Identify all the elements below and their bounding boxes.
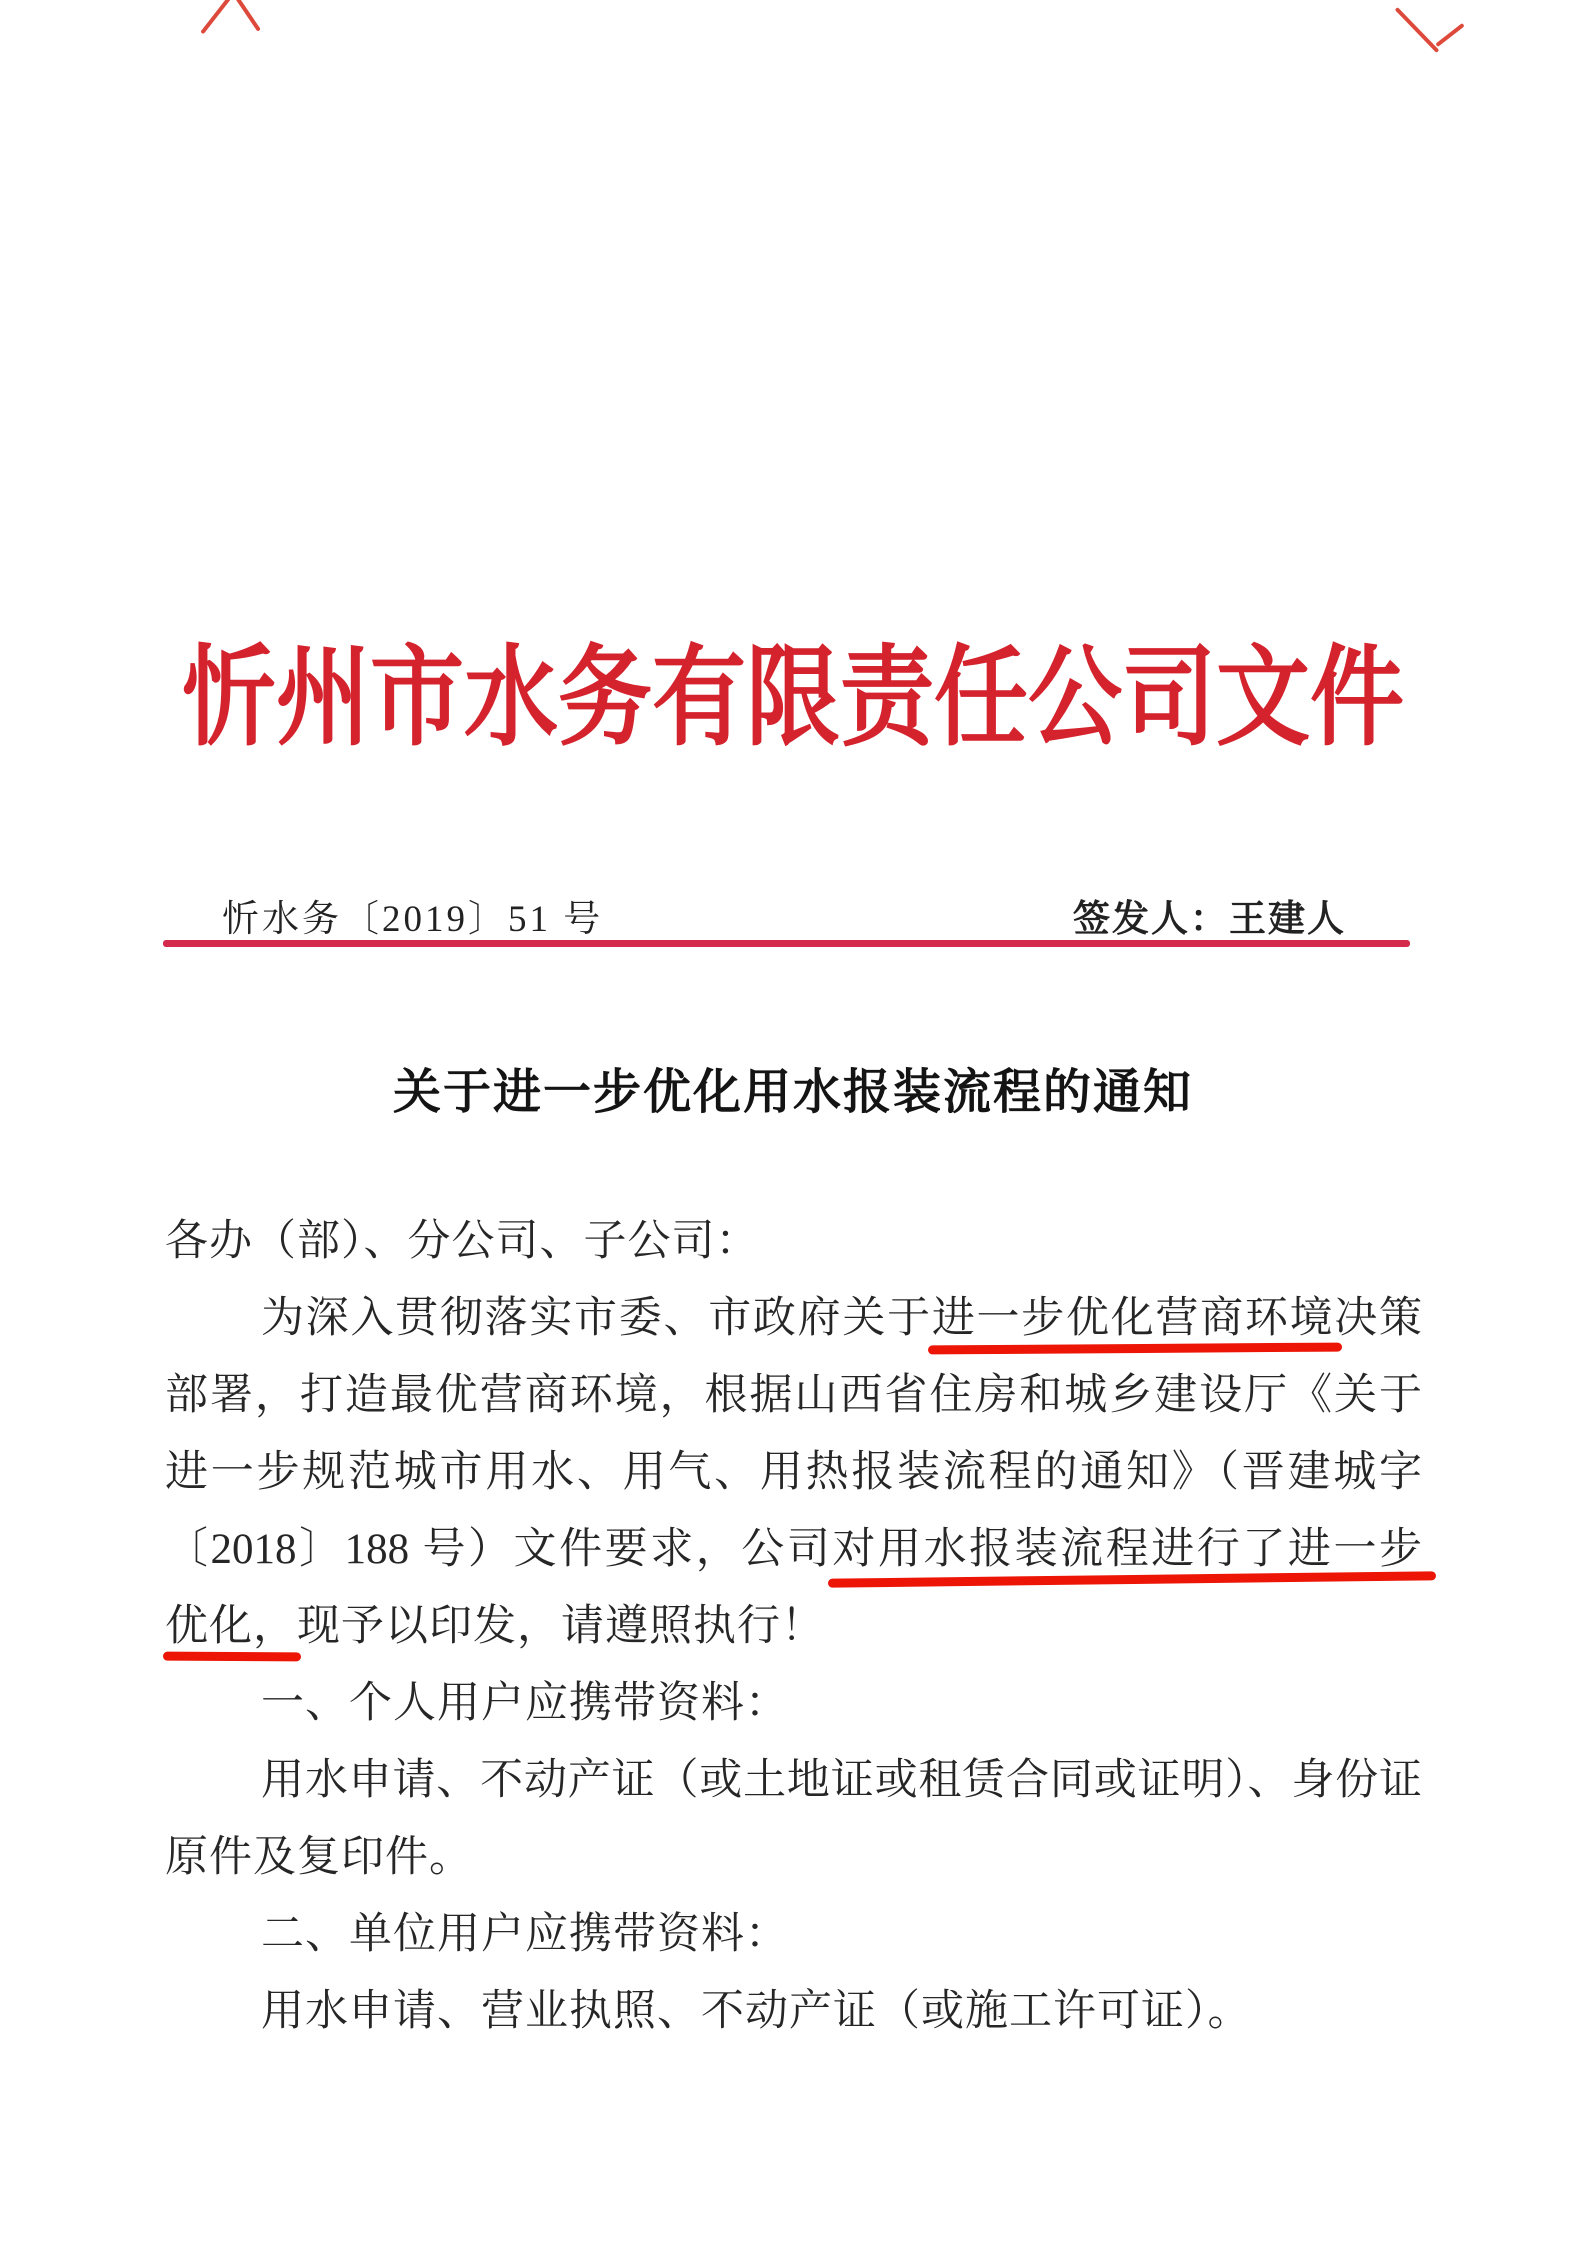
salutation-text: 各办（部）、分公司、子公司：	[165, 1218, 760, 1265]
body-line	[165, 1588, 1422, 1665]
body-line	[165, 1357, 1422, 1434]
body-segment: 现予以印发，请遵照执行！	[297, 1603, 825, 1650]
doc-number: 忻水务〔2019〕51 号	[222, 899, 604, 940]
pen-mark-top-left	[200, 0, 231, 34]
red-underlined-text: 进一步优化营商环境	[931, 1295, 1335, 1342]
body-segment: 决策	[1334, 1295, 1423, 1342]
body-line	[165, 1819, 1422, 1896]
body-segment: 一、个人用户应携带资料：	[261, 1680, 789, 1727]
body-segment: 〔2018〕188 号）文件要求，公司	[165, 1526, 833, 1573]
red-underlined-text: 对用水报装流程进行了进一步	[832, 1526, 1423, 1573]
body-segment: 二、单位用户应携带资料：	[261, 1911, 789, 1958]
red-header-title: 忻州市水务有限责任公司文件	[181, 638, 1404, 760]
red-separator-line	[163, 940, 1410, 947]
body-segment: 原件及复印件。	[165, 1834, 473, 1881]
body-segment: 进一步规范城市用水、用气、用热报装流程的通知》（晋建城字	[165, 1449, 1422, 1496]
body-line	[165, 1434, 1422, 1511]
body-line	[165, 1742, 1422, 1819]
body-segment: 用水申请、不动产证（或土地证或租赁合同或证明）、身份证	[261, 1757, 1422, 1804]
notice-title: 关于进一步优化用水报装流程的通知	[392, 1066, 1193, 1119]
pen-mark-top-right	[1395, 7, 1440, 53]
body-text	[165, 1203, 1422, 2050]
red-underlined-text: 优化，	[165, 1603, 297, 1650]
body-line-salutation	[165, 1203, 1422, 1280]
pen-mark-top-left	[235, 0, 261, 32]
body-line-heading-2	[165, 1896, 1422, 1973]
body-segment: 用水申请、营业执照、不动产证（或施工许可证）。	[261, 1988, 1252, 2035]
issuer: 签发人：王建人	[1073, 899, 1346, 940]
body-line	[165, 1973, 1422, 2050]
body-line	[165, 1511, 1422, 1588]
pen-mark-top-right	[1435, 23, 1464, 47]
body-line	[165, 1280, 1422, 1357]
body-line-heading-1	[165, 1665, 1422, 1742]
body-segment: 部署，打造最优营商环境，根据山西省住房和城乡建设厅《关于	[165, 1372, 1422, 1419]
body-segment: 为深入贯彻落实市委、市政府关于	[261, 1295, 932, 1342]
